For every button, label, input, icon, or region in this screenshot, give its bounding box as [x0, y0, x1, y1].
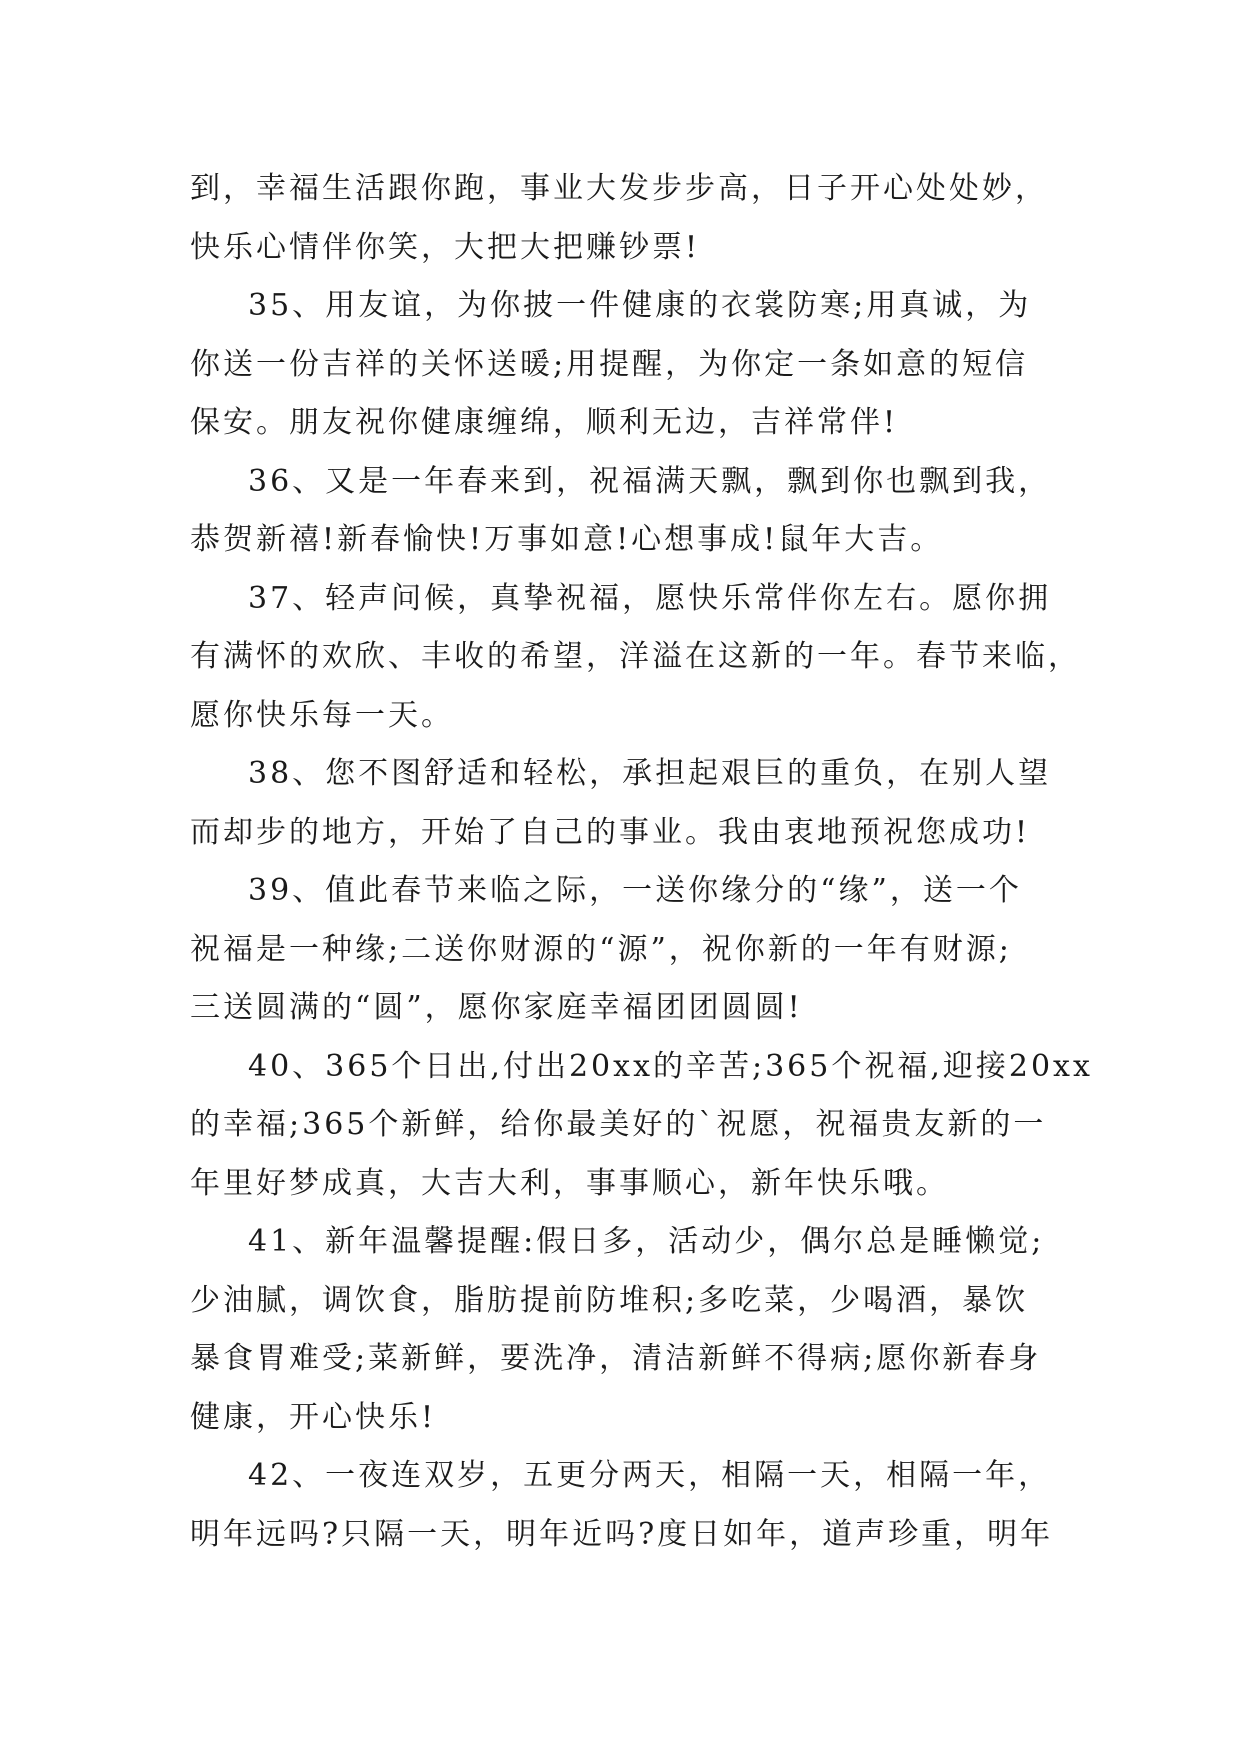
text-line: 愿你快乐每一天。 [190, 697, 454, 733]
paragraph-40 [190, 1038, 1093, 1214]
text-line: 你送一份吉祥的关怀送暖;用提醒，为你定一条如意的短信 [190, 346, 1029, 382]
document-body [190, 160, 1093, 1564]
text-line: 年里好梦成真，大吉大利，事事顺心，新年快乐哦。 [190, 1165, 949, 1201]
paragraph-35 [190, 277, 1070, 453]
text-line: 37、轻声问候，真挚祝福，愿快乐常伴你左右。愿你拥 [248, 580, 1052, 616]
text-line: 42、一夜连双岁，五更分两天，相隔一天，相隔一年， [248, 1458, 1052, 1493]
paragraph-37 [190, 570, 1081, 746]
text-line: 有满怀的欢欣、丰收的希望，洋溢在这新的一年。春节来临， [190, 639, 1081, 674]
text-line: 35、用友谊，为你披一件健康的衣裳防寒;用真诚，为 [248, 288, 1032, 323]
text-line: 恭贺新禧!新春愉快!万事如意!心想事成!鼠年大吉。 [190, 522, 944, 557]
text-line: 明年远吗?只隔一天，明年近吗?度日如年，道声珍重，明年 [190, 1516, 1054, 1552]
text-line: 健康，开心快乐! [190, 1399, 437, 1435]
paragraph-continuation [190, 160, 1070, 277]
text-line: 暴食胃难受;菜新鲜，要洗净，清洁新鲜不得病;愿你新春身 [190, 1341, 1042, 1376]
text-line: 39、值此春节来临之际，一送你缘分的“缘”，送一个 [248, 873, 1022, 908]
text-line: 40、365个日出,付出20xx的辛苦;365个祝福,迎接20xx [248, 1048, 1093, 1084]
text-line: 祝福是一种缘;二送你财源的“源”，祝你新的一年有财源; [190, 931, 1012, 967]
paragraph-38 [190, 745, 1070, 862]
paragraph-42 [190, 1447, 1070, 1564]
text-line: 少油腻，调饮食，脂肪提前防堆积;多吃菜，少喝酒，暴饮 [190, 1282, 1029, 1318]
paragraph-36 [190, 453, 1070, 570]
paragraph-41 [190, 1213, 1070, 1447]
text-line: 36、又是一年春来到，祝福满天飘，飘到你也飘到我， [248, 463, 1052, 499]
text-line: 到，幸福生活跟你跑，事业大发步步高，日子开心处处妙， [190, 171, 1048, 206]
text-line: 的幸福;365个新鲜，给你最美好的`祝愿，祝福贵友新的一 [190, 1107, 1047, 1142]
text-line: 41、新年温馨提醒:假日多，活动少，偶尔总是睡懒觉; [248, 1224, 1045, 1259]
text-line: 而却步的地方，开始了自己的事业。我由衷地预祝您成功! [190, 814, 1031, 850]
text-line: 38、您不图舒适和轻松，承担起艰巨的重负，在别人望 [248, 756, 1052, 791]
text-line: 保安。朋友祝你健康缠绵，顺利无边，吉祥常伴! [190, 405, 899, 440]
text-line: 快乐心情伴你笑，大把大把赚钞票! [190, 229, 701, 265]
text-line: 三送圆满的“圆”，愿你家庭幸福团团圆圆! [190, 990, 803, 1025]
paragraph-39 [190, 862, 1070, 1038]
